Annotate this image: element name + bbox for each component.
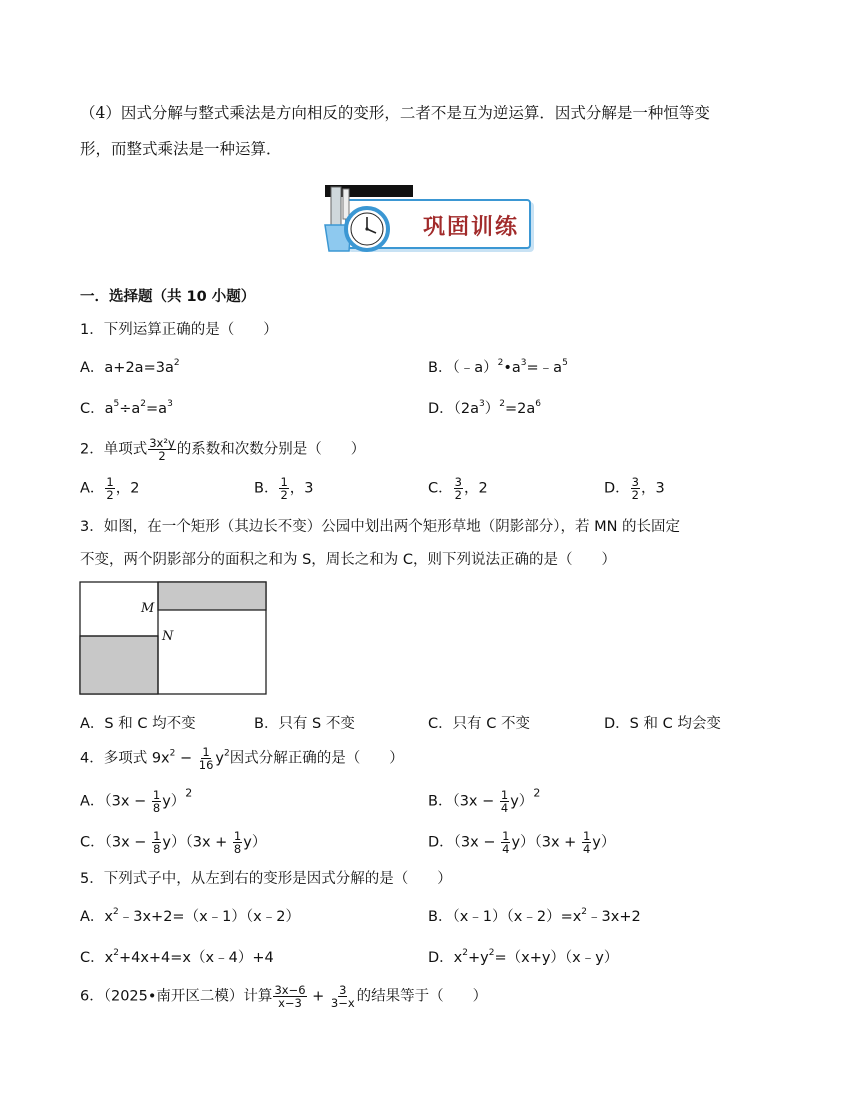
q1-option-c: C．$a^5\div a^2=a^3$ <box>80 399 173 417</box>
q5-option-a: A．$x^2﹣3x+2=(x﹣1)(x﹣2)$ <box>80 907 300 925</box>
q2-fraction: $\frac{\text{3x²y}}{2}$ <box>149 436 175 463</box>
q2-option-c: C． $\frac{3}{2}$ ，2 <box>428 475 488 502</box>
q3-option-a: A．S 和 C 均不变 <box>80 716 196 732</box>
section-title: 一．选择题（共 10 小题） <box>80 289 256 305</box>
q3-option-c: C．只有 C 不变 <box>428 716 530 732</box>
q3-shaded-top-right <box>158 582 266 610</box>
q3-stem-line-1: 3．如图，在一个矩形（其边长不变）公园中划出两个矩形草地（阴影部分），若 MN 的长固定 <box>80 519 681 535</box>
banner-title: 巩固训练 <box>423 215 520 240</box>
q5-option-c: C．$x^2+4x+4=x(x﹣4)+4$ <box>80 948 274 966</box>
intro-line-2: 形，而整式乘法是一种运算． <box>80 140 282 158</box>
q3-option-d: D．S 和 C 均会变 <box>604 716 721 732</box>
q4-option-d: D．（3x − $\frac{1}{4}$ y）（3x + $\frac{1}{4}$ y） <box>428 829 616 856</box>
q1-option-d: D．$(2a^3)^2=2a^6$ <box>428 399 542 417</box>
q2-option-b: B． $\frac{1}{2}$ ，3 <box>254 475 314 502</box>
q1-option-b: B．$(﹣a)^2•a^3=﹣a^5$ <box>428 358 568 376</box>
q3-option-b: B．只有 S 不变 <box>254 716 355 732</box>
q3-figure <box>78 580 270 696</box>
q5-option-d: D．$x^2+y^2=(x+y)(x﹣y)$ <box>428 948 619 966</box>
q2-option-d: D． $\frac{3}{2}$ ，3 <box>604 475 665 502</box>
q5-option-b: B．$(x﹣1)(x﹣2)=x^2﹣3x+2$ <box>428 907 641 925</box>
q1-stem: 1．下列运算正确的是（ ） <box>80 322 278 338</box>
q4-option-c: C．（3x − $\frac{1}{8}$ y）（3x + $\frac{1}{8}$ y） <box>80 829 267 856</box>
q4-option-b: B．（3x − $\frac{1}{4}$ y）$^2$ <box>428 786 541 815</box>
section-banner <box>323 185 533 253</box>
q5-stem: 5．下列式子中，从左到右的变形是因式分解的是（ ） <box>80 871 452 887</box>
q3-label-n: N <box>162 629 174 644</box>
q4-stem: 4．多项式 $9x^2$ − $\frac{1}{16}$ $y^2$因式分解正确的是（ ） <box>80 745 404 772</box>
q4-option-a: A．（3x − $\frac{1}{8}$ y）$^2$ <box>80 786 193 815</box>
intro-paragraph <box>80 95 785 167</box>
clock-pencil-cup-icon <box>323 185 413 253</box>
q3-shaded-bottom-left <box>80 636 158 694</box>
q6-stem: 6．（2025•南开区二模）计算 $\frac{3x-6}{x-3}$ + $\frac{3}{3-x}$ 的结果等于（ ） <box>80 983 488 1010</box>
q2-option-a: A． $\frac{1}{2}$ ，2 <box>80 475 140 502</box>
q1-option-a: A．$a+2a=3a^2$ <box>80 358 180 376</box>
intro-line-1: （4）因式分解与整式乘法是方向相反的变形，二者不是互为逆运算．因式分解是一种恒等变 <box>80 104 710 122</box>
q3-label-m: M <box>141 601 155 616</box>
q3-stem-line-2: 不变，两个阴影部分的面积之和为 S，周长之和为 C，则下列说法正确的是（ ） <box>80 552 617 568</box>
q2-stem: 2．单项式 $\frac{\text{3x²y}}{2}$ 的系数和次数分别是（ ） <box>80 436 366 463</box>
